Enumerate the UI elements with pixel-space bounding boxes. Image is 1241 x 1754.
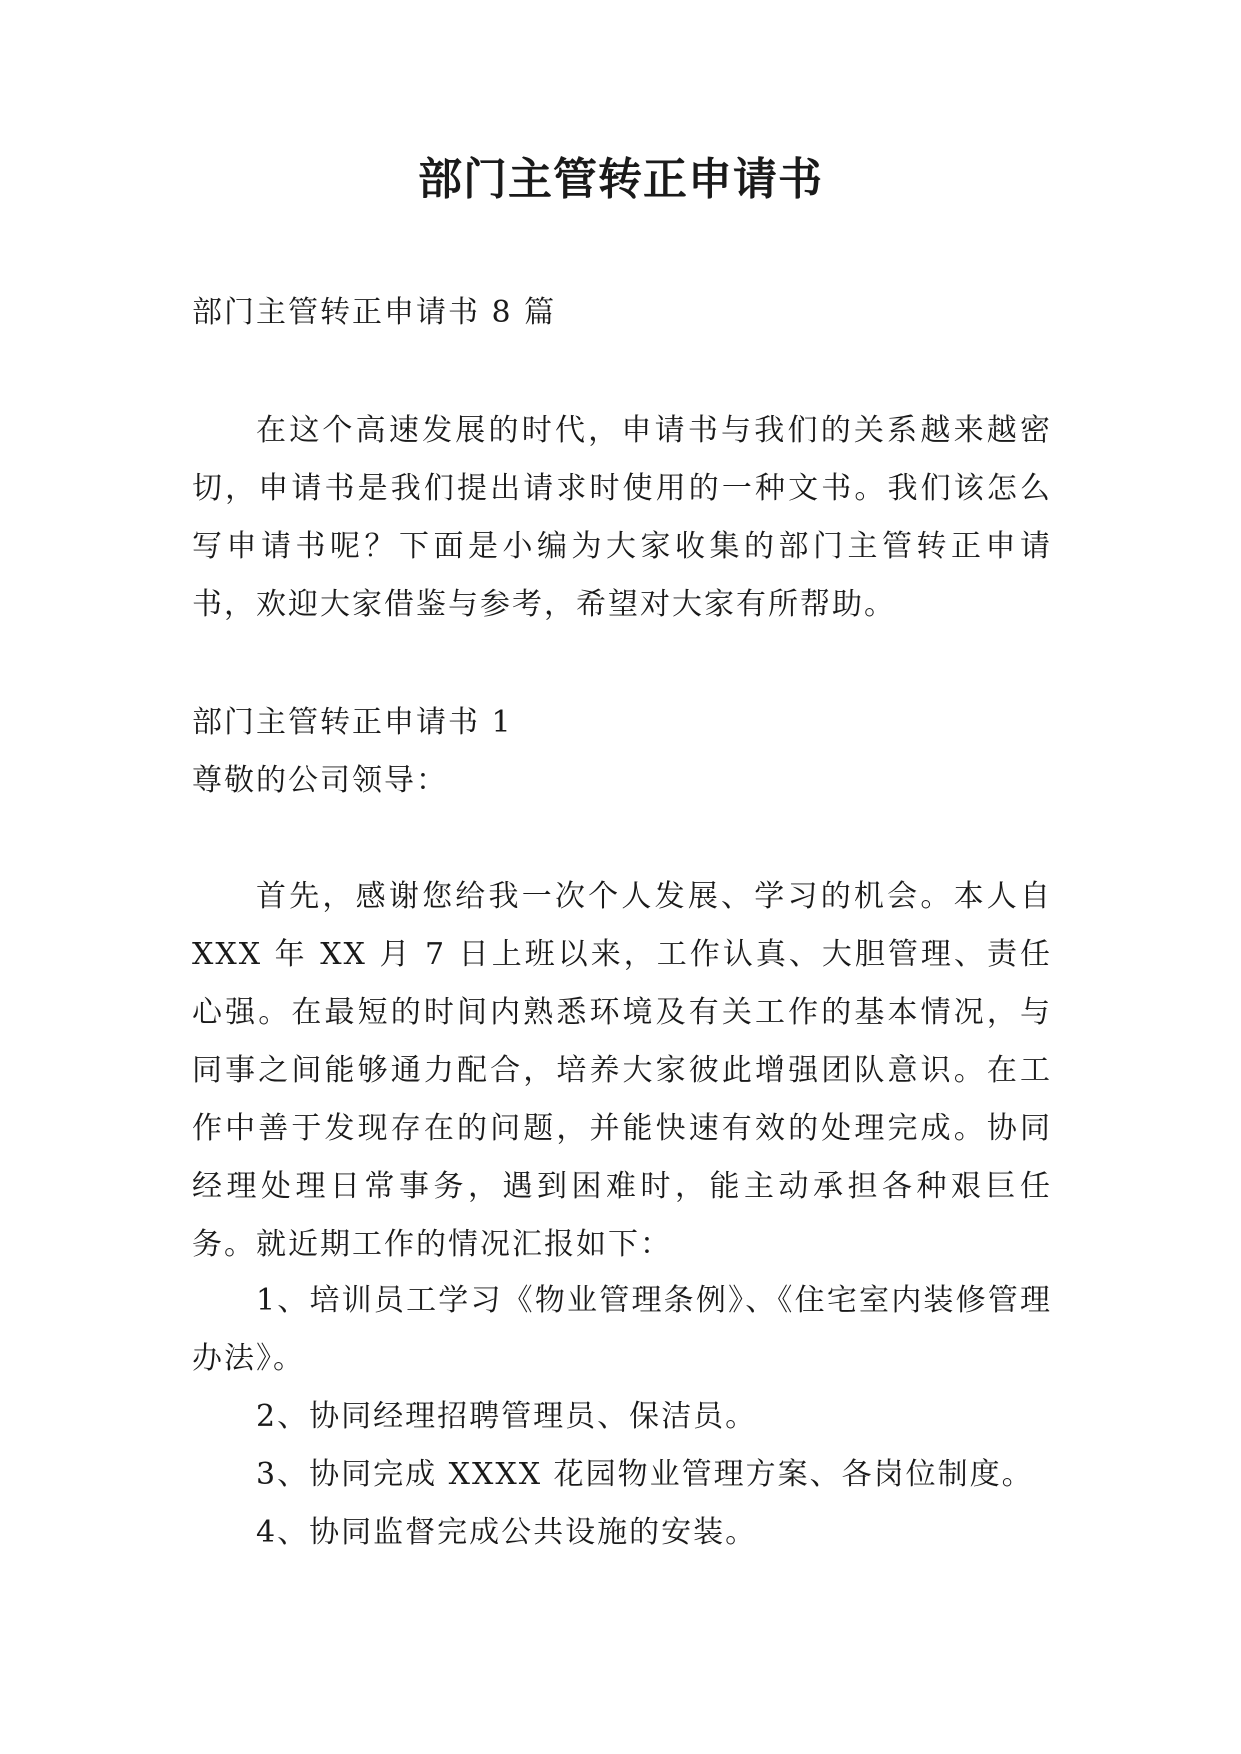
- body-paragraph: 首先，感谢您给我一次个人发展、学习的机会。本人自 XXX 年 XX 月 7 日上班以来，工作认真、大胆管理、责任心强。在最短的时间内熟悉环境及有关工作的基本情况，与同事之间能够通力配合，培养大家彼此增强团队意识。在工作中善于发现存在的问题，并能快速有效的处理完成。协同经理处理日常事务，遇到困难时，能主动承担各种艰巨任务。就近期工作的情况汇报如下：: [192, 879, 1052, 1262]
- list-item: 4、协同监督完成公共设施的安装。: [256, 1515, 758, 1550]
- document-subtitle: 部门主管转正申请书 8 篇: [192, 295, 557, 330]
- work-report-list: [192, 1272, 1052, 1562]
- salutation: 尊敬的公司领导：: [192, 763, 448, 798]
- intro-paragraph: 在这个高速发展的时代，申请书与我们的关系越来越密切，申请书是我们提出请求时使用的一种文书。我们该怎么写申请书呢？下面是小编为大家收集的部门主管转正申请书，欢迎大家借鉴与参考，希望对大家有所帮助。: [192, 413, 1052, 622]
- list-item: 1、培训员工学习《物业管理条例》、《住宅室内装修管理办法》。: [192, 1283, 1052, 1376]
- document-title: 部门主管转正申请书: [418, 154, 823, 205]
- list-item: 2、协同经理招聘管理员、保洁员。: [256, 1399, 758, 1434]
- section-heading: 部门主管转正申请书 1: [192, 705, 513, 740]
- list-item: 3、协同完成 XXXX 花园物业管理方案、各岗位制度。: [256, 1457, 1034, 1492]
